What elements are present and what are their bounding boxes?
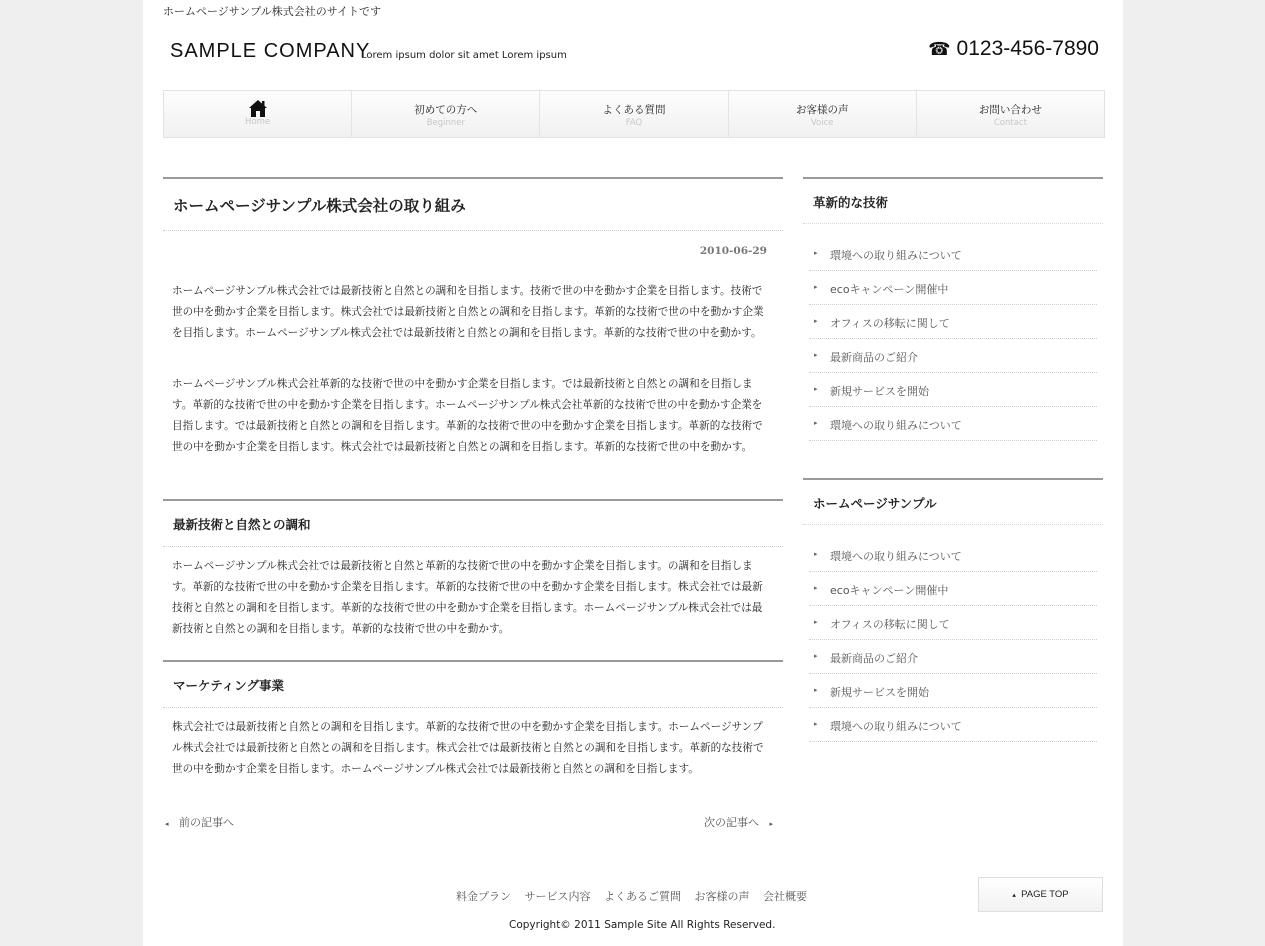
chevron-right-icon: ▸ xyxy=(814,317,818,325)
sidebar-link[interactable] xyxy=(809,708,1097,742)
sidebar-link-label: 新規サービスを開始 xyxy=(830,385,929,398)
divider xyxy=(163,546,783,547)
divider xyxy=(163,230,783,231)
sidebar-list xyxy=(809,538,1097,742)
page-top-label: PAGE TOP xyxy=(1021,889,1069,900)
sidebar-link-label: 最新商品のご紹介 xyxy=(830,652,918,665)
page xyxy=(143,0,1123,946)
article-title: ホームページサンプル株式会社の取り組み xyxy=(173,196,466,215)
chevron-up-icon: ▴ xyxy=(1012,892,1016,899)
home-icon xyxy=(249,100,267,117)
sidebar-title: ホームページサンプル xyxy=(813,496,937,511)
article-header-rule xyxy=(163,177,783,179)
site-logo[interactable]: SAMPLE COMPANY xyxy=(170,40,371,62)
chevron-right-icon: ▸ xyxy=(814,550,818,558)
sidebar-link[interactable] xyxy=(809,674,1097,708)
section-header-rule xyxy=(163,499,783,501)
footer-nav xyxy=(456,888,817,904)
nav-sub: Beginner xyxy=(426,118,465,128)
nav-item-beginner[interactable] xyxy=(352,91,540,137)
sidebar-link-label: 最新商品のご紹介 xyxy=(830,351,918,364)
footer-link[interactable]: 会社概要 xyxy=(763,890,807,903)
nav-label: お問い合わせ xyxy=(978,104,1042,116)
copyright: Copyright© 2011 Sample Site All Rights Reserved. xyxy=(509,919,776,931)
global-nav xyxy=(163,90,1105,138)
chevron-right-icon: ▸ xyxy=(814,720,818,728)
page-top-button[interactable] xyxy=(978,877,1103,912)
phone-icon: ☎ xyxy=(928,39,951,59)
sidebar-link[interactable] xyxy=(809,606,1097,640)
sidebar-link[interactable] xyxy=(809,572,1097,606)
sidebar-link-label: 環境への取り組みについて xyxy=(830,550,962,563)
nav-sub: Contact xyxy=(993,118,1027,128)
nav-item-home[interactable] xyxy=(164,91,352,137)
nav-item-voice[interactable] xyxy=(729,91,917,137)
next-post-label: 次の記事へ xyxy=(704,816,759,829)
site-tagline: ホームページサンプル株式会社のサイトです xyxy=(163,5,382,18)
footer-link[interactable]: お客様の声 xyxy=(694,890,750,903)
section-title: 最新技術と自然との調和 xyxy=(173,517,311,532)
sidebar-link-label: オフィスの移転に関して xyxy=(830,317,950,330)
sidebar-box-rule xyxy=(803,478,1103,480)
section-title: マーケティング事業 xyxy=(173,678,285,693)
sidebar-link[interactable] xyxy=(809,339,1097,373)
divider xyxy=(803,524,1103,525)
nav-label: お客様の声 xyxy=(795,104,849,116)
footer-link[interactable]: よくあるご質問 xyxy=(604,890,681,903)
footer-link[interactable]: 料金プラン xyxy=(456,890,511,903)
phone-number xyxy=(928,37,1099,61)
nav-home-sub: Home xyxy=(245,117,271,127)
article-date: 2010-06-29 xyxy=(699,245,767,257)
nav-sub: Voice xyxy=(810,118,834,128)
next-post-link[interactable] xyxy=(704,814,773,830)
divider xyxy=(803,223,1103,224)
sidebar-link[interactable] xyxy=(809,373,1097,407)
sidebar-link-label: 環境への取り組みについて xyxy=(830,720,962,733)
sidebar-box-rule xyxy=(803,177,1103,179)
article-paragraph: ホームページサンプル株式会社では最新技術と自然との調和を目指します。技術で世の中を動かす企業を目指します。技術で世の中を動かす企業を目指します。株式会社では最新技術と自然との調和を目指します。革新的な技術で世の中を動かす企業を目指します。ホームページサンプル株式会社では最新技術と自然との調和を目指します。革新的な技術で世の中を動かす。 xyxy=(172,285,764,339)
sidebar-link-label: ecoキャンペーン開催中 xyxy=(830,584,949,597)
section-paragraph: ホームページサンプル株式会社では最新技術と自然と革新的な技術で世の中を動かす企業を目指します。の調和を目指します。革新的な技術で世の中を動かす企業を目指します。革新的な技術で世の中を動かす企業を目指します。株式会社では最新技術と自然との調和を目指します。革新的な技術で世の中を動かす企業を目指します。ホームページサンプル株式会社では最新技術と自然との調和を目指します。革新的な技術で世の中を動かす。 xyxy=(172,560,763,635)
nav-sub: FAQ xyxy=(625,118,643,128)
chevron-right-icon: ▸ xyxy=(814,686,818,694)
chevron-right-icon: ▸ xyxy=(814,618,818,626)
chevron-right-icon: ▸ xyxy=(769,820,774,828)
sidebar-link[interactable] xyxy=(809,407,1097,441)
prev-post-link[interactable] xyxy=(165,814,234,830)
phone-text: 0123-456-7890 xyxy=(956,37,1099,60)
sidebar-link-label: 環境への取り組みについて xyxy=(830,419,962,432)
sidebar-link[interactable] xyxy=(809,237,1097,271)
prev-post-label: 前の記事へ xyxy=(179,816,235,829)
chevron-right-icon: ▸ xyxy=(814,652,818,660)
sidebar-title: 革新的な技術 xyxy=(813,195,889,210)
chevron-right-icon: ▸ xyxy=(814,249,818,257)
nav-item-contact[interactable] xyxy=(917,91,1104,137)
section-header-rule xyxy=(163,660,783,662)
chevron-left-icon: ◂ xyxy=(165,820,169,828)
sidebar-link[interactable] xyxy=(809,538,1097,572)
sidebar-link-label: 新規サービスを開始 xyxy=(830,686,929,699)
chevron-right-icon: ▸ xyxy=(814,584,818,592)
sidebar-link-label: ecoキャンペーン開催中 xyxy=(830,283,949,296)
nav-label: 初めての方へ xyxy=(414,104,478,116)
sidebar-link[interactable] xyxy=(809,271,1097,305)
chevron-right-icon: ▸ xyxy=(814,419,818,427)
sidebar-link-label: 環境への取り組みについて xyxy=(830,249,962,262)
footer-link[interactable]: サービス内容 xyxy=(524,890,591,903)
chevron-right-icon: ▸ xyxy=(814,351,818,359)
sidebar-list xyxy=(809,237,1097,441)
article-paragraph: ホームページサンプル株式会社革新的な技術で世の中を動かす企業を目指します。では最新技術と自然との調和を目指します。革新的な技術で世の中を動かす企業を目指します。ホームページサンプル株式会社革新的な技術で世の中を動かす企業を目指します。では最新技術と自然との調和を目指します。革新的な技術で世の中を動かす企業を目指します。革新的な技術で世の中を動かす企業を目指します。株式会社では最新技術と自然との調和を目指します。革新的な技術で世の中を動かす。 xyxy=(172,378,763,453)
nav-label: よくある質問 xyxy=(602,104,666,116)
divider xyxy=(163,707,783,708)
chevron-right-icon: ▸ xyxy=(814,283,818,291)
chevron-right-icon: ▸ xyxy=(814,385,818,393)
logo-subtitle: Lorem ipsum dolor sit amet Lorem ipsum xyxy=(361,50,567,61)
sidebar-link-label: オフィスの移転に関して xyxy=(830,618,950,631)
nav-item-faq[interactable] xyxy=(540,91,728,137)
sidebar-link[interactable] xyxy=(809,640,1097,674)
sidebar-link[interactable] xyxy=(809,305,1097,339)
section-paragraph: 株式会社では最新技術と自然との調和を目指します。革新的な技術で世の中を動かす企業を目指します。ホームページサンプル株式会社では最新技術と自然との調和を目指します。株式会社では最新技術と自然との調和を目指します。革新的な技術で世の中を動かす企業を目指します。ホームページサンプル株式会社では最新技術と自然との調和を目指します。 xyxy=(172,721,764,775)
